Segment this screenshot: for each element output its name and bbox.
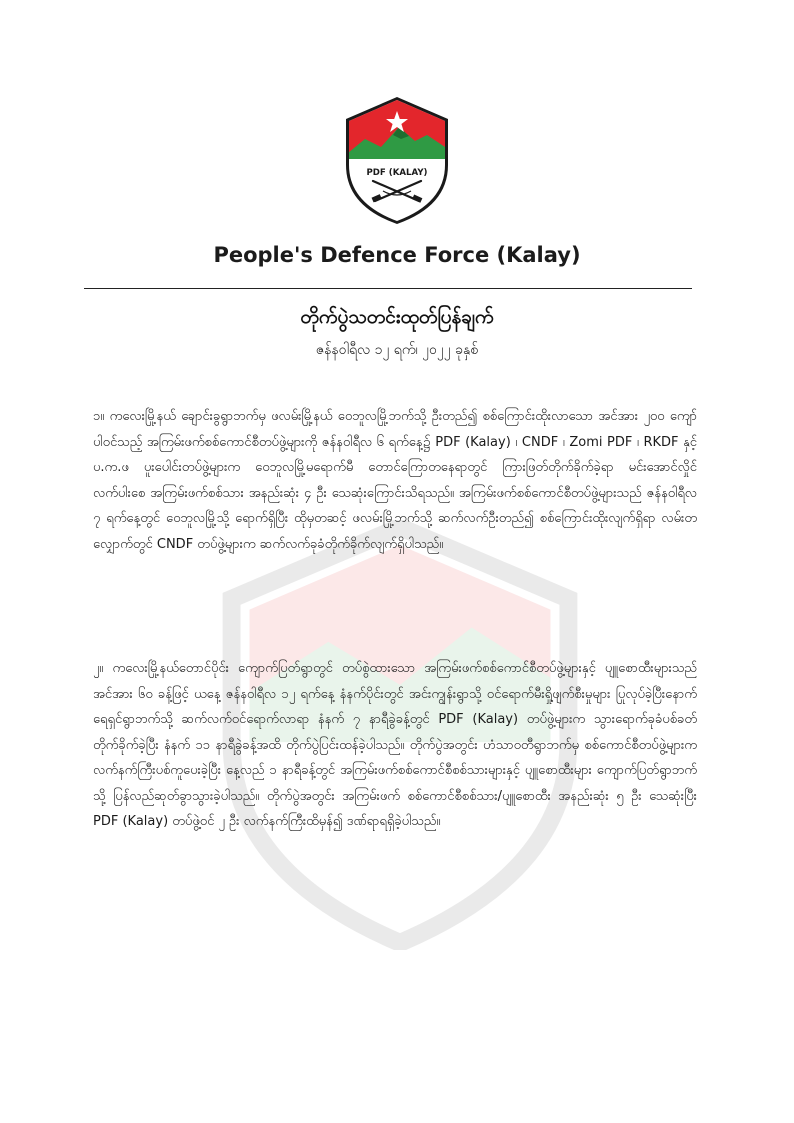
header-divider: [84, 288, 692, 289]
paragraph-2: ၂။ ကလေးမြို့နယ်တောင်ပိုင်း ကျောက်ပြတ်ရွာတွင် တပ်စွဲထားသော အကြမ်းဖက်စစ်ကောင်စီတပ်ဖွဲ့များနှင့် ပျူစောထီးများသည် အင်အား ၆၀ ခန့်ဖြင့် ယနေ့ ဇန်နဝါရီလ ၁၂ ရက်နေ့ နံနက်ပိုင်းတွင် အင်းကျွန်းရွာသို့ ဝင်ရောက်မီးရှို့ဖျက်စီးမှုများ ပြုလုပ်ခဲ့ပြီးနောက် ရေရှင်ရွာဘက်သို့ ဆက်လက်ဝင်ရောက်လာရာ နံနက် ၇ နာရီခွဲခန့်တွင် PDF (Kalay) တပ်ဖွဲ့များက သွားရောက်ခုခံပစ်ခတ်တိုက်ခိုက်ခဲ့ပြီး နံနက် ၁၁ နာရီခွဲခန့်အထိ တိုက်ပွဲပြင်းထန်ခဲ့ပါသည်။ တိုက်ပွဲအတွင်း ဟံသာဝတီရွာဘက်မှ စစ်ကောင်စီတပ်ဖွဲ့များက လက်နက်ကြီးပစ်ကူပေးခဲ့ပြီး နေ့လည် ၁ နာရီခန့်တွင် အကြမ်းဖက်စစ်ကောင်စီစစ်သားများနှင့် ပျူစောထီးများ ကျောက်ပြတ်ရွာဘက်သို့ ပြန်လည်ဆုတ်ခွာသွားခဲ့ပါသည်။ တိုက်ပွဲအတွင်း အကြမ်းဖက် စစ်ကောင်စီစစ်သား/ပျူစောထီး အနည်းဆုံး ၅ ဦး သေဆုံးပြီး PDF (Kalay) တပ်ဖွဲ့ဝင် ၂ ဦး လက်နက်ကြီးထိမှန်၍ ဒဏ်ရာရရှိခဲ့ပါသည်။: [93, 661, 697, 829]
paragraph-1: ၁။ ကလေးမြို့နယ် ချောင်းခွရွာဘက်မှ ဖလမ်းမြို့နယ် ဝေဘူလမြို့ဘက်သို့ ဦးတည်၍ စစ်ကြောင်းထိုးလာသော အင်အား ၂၀၀ ကျော်ပါဝင်သည့် အကြမ်းဖက်စစ်ကောင်စီတပ်ဖွဲ့များကို ဇန်နဝါရီလ ၆ ရက်နေ့၌ PDF (Kalay) ၊ CNDF ၊ Zomi PDF ၊ RKDF နှင့် ပ.က.ဖ ပူးပေါင်းတပ်ဖွဲ့များက ဝေဘူလမြို့မရောက်မီ တောင်ကြောတနေရာတွင် ကြားဖြတ်တိုက်ခိုက်ခဲ့ရာ မင်းအောင်လှိုင် လက်ပါးစေ အကြမ်းဖက်စစ်သား အနည်းဆုံး ၄ ဦး သေဆုံးကြောင်းသိရသည်။ အကြမ်းဖက်စစ်ကောင်စီတပ်ဖွဲ့များသည် ဇန်နဝါရီလ ၇ ရက်နေ့တွင် ဝေဘူလမြို့သို့ ရောက်ရှိပြီး ထိုမှတဆင့် ဖလမ်းမြို့ဘက်သို့ ဆက်လက်ဦးတည်၍ စစ်ကြောင်းထိုးလျက်ရှိရာ လမ်းတလျှောက်တွင် CNDF တပ်ဖွဲ့များက ဆက်လက်ခုခံတိုက်ခိုက်လျက်ရှိပါသည်။: [93, 409, 697, 552]
emblem-text: PDF (KALAY): [366, 168, 428, 178]
statement-date: ဇန်နဝါရီလ ၁၂ ရက်၊ ၂၀၂၂ ခုနှစ်: [315, 342, 479, 358]
organization-name: People's Defence Force (Kalay): [213, 243, 581, 267]
pdf-kalay-emblem: [343, 95, 451, 225]
statement-title: တိုက်ပွဲသတင်းထုတ်ပြန်ချက်: [300, 306, 494, 328]
